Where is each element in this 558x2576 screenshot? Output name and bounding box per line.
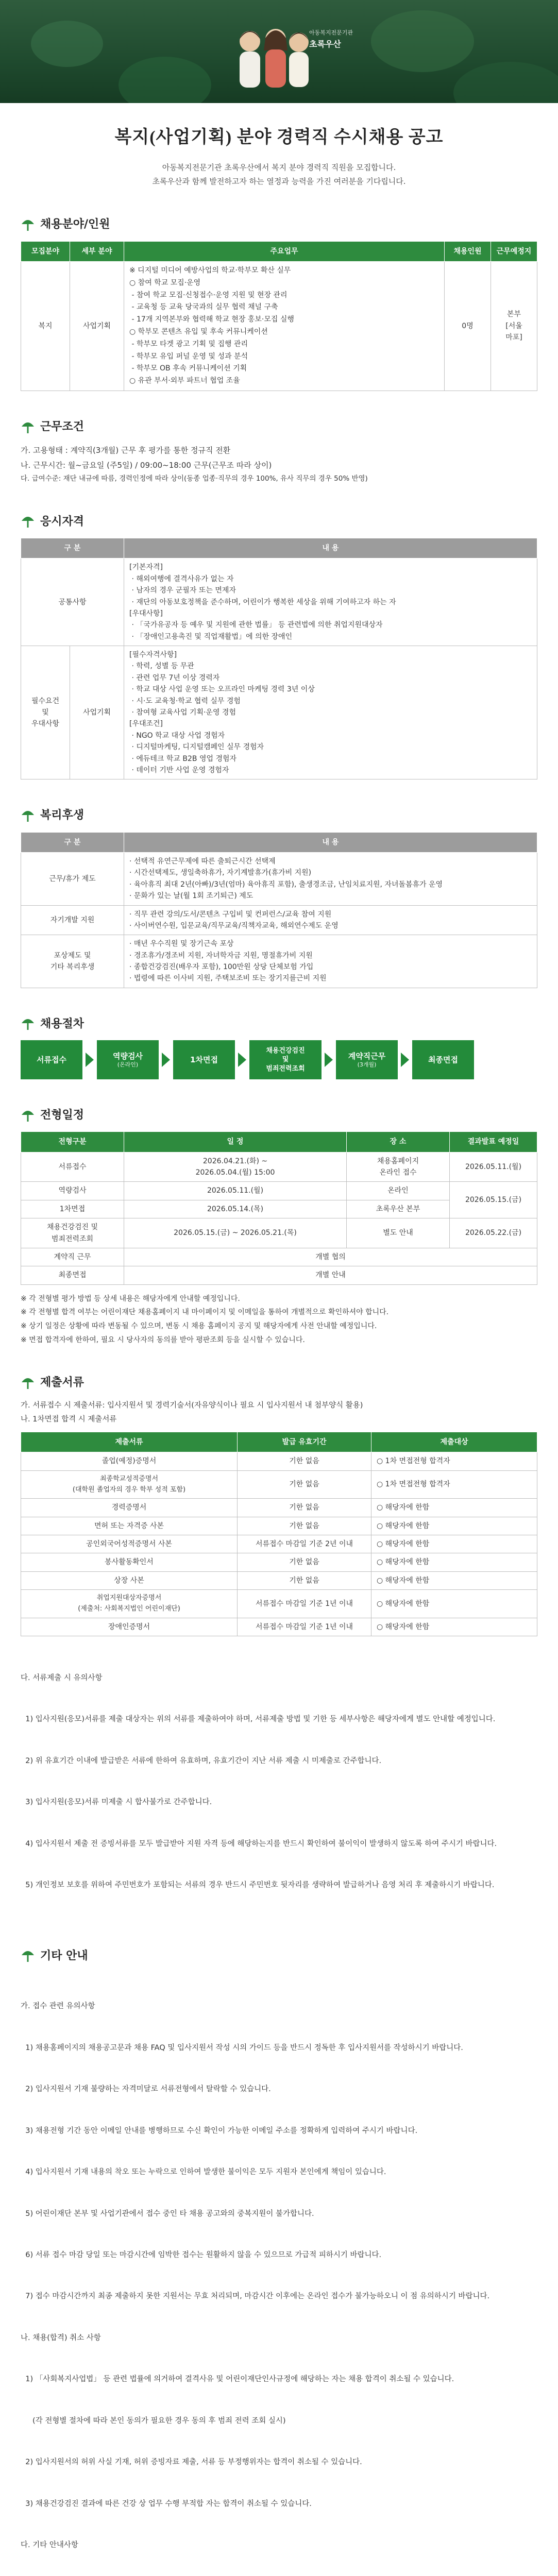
- org-logo: 아동복지전문기관 초록우산: [309, 29, 353, 49]
- table-row: 서류접수 2026.04.21.(화) ~ 2026.05.04.(월) 15:00 채용홈페이지 온라인 접수 2026.05.11.(월): [21, 1152, 537, 1182]
- sub-field-cell: 사업기획: [70, 261, 124, 391]
- table-row: 상장 사본 기한 없음 ○ 해당자에 한함: [21, 1571, 537, 1589]
- document-notes: 다. 서류제출 시 유의사항 1) 입사지원(응모)서류를 제출 대상자는 위의 서류를 제출하여야 하며, 서류제출 방법 및 기한 등 세부사항은 해당자에게 별도 안내할 예정입니다. 2) 위 유효기간 이내에 발급받은 서류에 한하여 유효하며, 유효기간이 지난 서류 제출 시 미제출로 간주합니다. 3) 입사지원(응모)서류 미제출 시 합사불가로 간주합니다. 4) 입사지원서 제출 전 증빙서류를 모두 발급받아 지원 자격 등에 해당하는지를 반드시 확인하여 불이익이 발생하지 않도록 하여 주시기 바랍니다. 5) 개인정보 보호를 위하여 주민번호가 포함되는 서류의 경우 반드시 주민번호 뒷자리를 생략하여 발급하거나 음영 처리 후 제출하시기 바랍니다.: [21, 1673, 497, 1890]
- step-1: 서류접수: [21, 1040, 82, 1079]
- step-2: 역량검사 (온라인): [97, 1040, 159, 1079]
- welfare-section: [21, 806, 537, 988]
- umbrella-tree-icon: [21, 1109, 35, 1122]
- children-photo: [227, 9, 319, 102]
- table-row: 근무/휴가 제도 · 선택적 유연근무제에 따른 출퇴근시간 선택제 · 시간선택제도, 생일축하휴가, 자기계발휴가(휴가비 지원) · 육아휴직 최대 2년(아빠)/3년(엄마) 육아휴직 포함), 출생경조금, 난임치료지원, 자녀돌봄휴가 운영 · 문화가 있는 날(월 1회 조기퇴근) 제도: [21, 852, 537, 905]
- table-row: 1차면접 2026.05.14.(목) 초록우산 본부: [21, 1200, 537, 1218]
- salary-level: 다. 급여수준: 재단 내규에 따름, 경력인정에 따라 상이(동종 업종·직무의 경우 100%, 유사 직무의 경우 50% 반영): [21, 474, 368, 483]
- section-heading: 전형일정: [40, 1109, 84, 1122]
- schedule-section: [21, 1106, 537, 1347]
- section-heading: 복리후생: [40, 809, 84, 822]
- table-row: 면허 또는 자격증 사본 기한 없음 ○ 해당자에 한함: [21, 1517, 537, 1535]
- page-title: 복지(사업기획) 분야 경력직 수시채용 공고: [114, 128, 444, 147]
- umbrella-tree-icon: [21, 420, 35, 434]
- table-row: 졸업(예정)증명서 기한 없음 ○ 1차 면접전형 합격자: [21, 1452, 537, 1470]
- table-row: 역량검사 2026.05.11.(월) 온라인 2026.05.15.(금): [21, 1182, 537, 1200]
- step-5: 계약직근무 (3개월): [336, 1040, 398, 1079]
- table-row: 취업지원대상자증명서 (제출처: 사회복지법인 어린이재단) 서류접수 마감일 기준 1년 이내 ○ 해당자에 한함: [21, 1590, 537, 1618]
- umbrella-tree-icon: [21, 1949, 35, 1962]
- qualification-table: 구 분 내 용 공통사항 [기본자격] · 해외여행에 결격사유가 없는 자 · 남자의 경우 군필자 또는 면제자 · 재단의 아동보호정책을 준수하며, 어린이가 행복한 세상을 위해 기여하고자 하는 자 [우대사항] · 「국가유공자 등 예우 및 지원에 관한 법률」 등 관련법에 의한 취업지원대상자 · 「장애인고용촉진 및 직업재활법」에 의한 장애인 필수요건 및 우대사항 사업기획 [필수자격사항] · 학력, 성별 등 무관 · 관련 업무 7년 이상 경력자 · 학교 대상 사업 운영 또는 오프라인 마케팅 경력 3년 이상 · 시·도 교육청·학교 협력 실무 경험 · 참여형 교육사업 기획·운영 경험 [우대조건] · NGO 학교 대상 사업 경험자 · 디지털마케팅, 디지털캠페인 실무 경험자 · 에듀테크 학교 B2B 영업 경험자 · 데이터 기반 사업 운영 경험자: [21, 538, 537, 779]
- arrow-right-icon: [325, 1053, 333, 1067]
- umbrella-tree-icon: [21, 515, 35, 528]
- step-6: 최종면접: [412, 1040, 474, 1079]
- table-row: 공인외국어성적증명서 사본 서류접수 마감일 기준 2년 이내 ○ 해당자에 한함: [21, 1535, 537, 1553]
- duties-cell: ※ 디지털 미디어 예방사업의 학교·학부모 확산 실무 ○ 참여 학교 모집·운영 - 참여 학교 모집·신청접수·운영 지원 및 현장 관리 - 교육청 등 교육 당국과의 실무 협력 채널 구축 - 17개 지역본부와 협력해 학교 현장 홍보·모집 실행 ○ 학부모 콘텐츠 유입 및 후속 커뮤니케이션 - 학부모 타겟 광고 기획 및 집행 관리 - 학부모 유입 퍼널 운영 및 성과 분석 - 학부모 OB 후속 커뮤니케이션 기획 ○ 유관 부서·외부 파트너 협업 조율: [124, 261, 445, 391]
- umbrella-tree-icon: [21, 218, 35, 231]
- common-requirements: [기본자격] · 해외여행에 결격사유가 없는 자 · 남자의 경우 군필자 또는 면제자 · 재단의 아동보호정책을 준수하며, 어린이가 행복한 세상을 위해 기여하고자 하는 자 [우대사항] · 「국가유공자 등 예우 및 지원에 관한 법률」 등 관련법에 의한 취업지원대상자 · 「장애인고용촉진 및 직업재활법」에 의한 장애인: [129, 563, 396, 641]
- schedule-table: 전형구분 일 정 장 소 결과발표 예정일 서류접수 2026.04.21.(화) ~ 2026.05.04.(월) 15:00 채용홈페이지 온라인 접수 2026.05.11.(월) 역량검사 2026.05.11.(월) 온라인 2026.05.15.(금) 1차면접 2026.05.14.(목) 초록우산 본부 채용건강검진 및 범죄전력조회 2026.05.15.(금) ~ 2026.05.21.(목) 별도 안내 2026.05.22.(금) 계약직 근무 개별 협의 최종면접 개별 안내: [21, 1131, 537, 1285]
- employment-type: 가. 고용형태 : 계약직(3개월) 근무 후 평가를 통한 정규직 전환: [21, 446, 231, 455]
- table-row: 봉사활동확인서 기한 없음 ○ 해당자에 한함: [21, 1553, 537, 1571]
- table-row: 자기개발 지원 · 직무 관련 강의/도서/콘텐츠 구입비 및 컨퍼런스/교육 참여 지원 · 사이버연수원, 입문교육/직무교육/직책자교육, 해외연수제도 운영: [21, 905, 537, 935]
- conditions-section: [21, 418, 537, 486]
- umbrella-tree-icon: [21, 1017, 35, 1030]
- table-row: 계약직 근무 개별 협의: [21, 1248, 537, 1266]
- table-row: 경력증명서 기한 없음 ○ 해당자에 한함: [21, 1499, 537, 1517]
- section-heading: 채용절차: [40, 1017, 84, 1030]
- umbrella-tree-icon: [21, 809, 35, 822]
- section-heading: 제출서류: [40, 1376, 84, 1389]
- section-heading: 응시자격: [40, 515, 84, 528]
- required-qualifications: [필수자격사항] · 학력, 성별 등 무관 · 관련 업무 7년 이상 경력자 · 학교 대상 사업 운영 또는 오프라인 마케팅 경력 3년 이상 · 시·도 교육청·학교 협력 실무 경험 · 참여형 교육사업 기획·운영 경험 [우대조건] · NGO 학교 대상 사업 경험자 · 디지털마케팅, 디지털캠페인 실무 경험자 · 에듀테크 학교 B2B 영업 경험자 · 데이터 기반 사업 운영 경험자: [129, 651, 315, 774]
- place-cell: 본부 [서울 마포]: [491, 261, 537, 391]
- guide-list: 가. 접수 관련 유의사항 1) 채용홈페이지의 채용공고문과 채용 FAQ 및 입사지원서 작성 시의 가이드 등을 반드시 정독한 후 입사지원서를 작성하시기 바랍니다. 2) 입사지원서 기재 불량하는 자격미달로 서류전형에서 탈락할 수 있습니다. 3) 채용전형 기간 동안 이메일 안내를 병행하므로 수신 확인이 가능한 이메일 주소를 정확하게 입력하여 주시기 바랍니다. 4) 입사지원서 기재 내용의 착오 또는 누락으로 인하여 발생한 불이익은 모두 지원자 본인에게 책임이 있습니다. 5) 어린이재단 본부 및 사업기관에서 접수 중인 타 채용 공고와의 중복지원이 불가합니다. 6) 서류 접수 마감 당일 또는 마감시간에 임박한 접수는 원활하지 않을 수 있으므로 가급적 피하시기 바랍니다. 7) 접수 마감시간까지 최종 제출하지 못한 지원서는 무효 처리되며, 마감시간 이후에는 온라인 접수가 불가능하오니 이 점 유의하시기 바랍니다. 나. 채용(합격) 취소 사항 1) 「사회복지사업법」 등 관련 법률에 의거하여 결격사유 및 어린이재단인사규정에 해당하는 자는 채용 합격이 취소될 수 있습니다. (각 전형별 절차에 따라 본인 동의가 필요한 경우 동의 후 범죄 전력 조회 실시) 2) 입사지원서의 허위 사실 기재, 허위 증빙자료 제출, 서류 등 부정행위자는 합격이 취소될 수 있습니다. 3) 채용건강검진 결과에 따른 건강 상 업무 수행 부적합 자는 합격이 취소될 수 있습니다. 다. 기타 안내사항: [21, 2002, 490, 2549]
- intro-text: 아동복지전문기관 초록우산에서 복지 분야 경력직 직원을 모집합니다. 초록우산과 함께 발전하고자 하는 열정과 능력을 가진 여러분을 기다립니다.: [152, 163, 406, 187]
- work-hours: 나. 근무시간: 월~금요일 (주5일) / 09:00~18:00 근무(근무조 따라 상이): [21, 460, 272, 470]
- table-row: 최종면접 개별 안내: [21, 1266, 537, 1284]
- process-section: [21, 1015, 537, 1079]
- section-heading: 채용분야/인원: [40, 218, 110, 231]
- welfare-table: 구 분 내 용 근무/휴가 제도 · 선택적 유연근무제에 따른 출퇴근시간 선택제 · 시간선택제도, 생일축하휴가, 자기계발휴가(휴가비 지원) · 육아휴직 최대 2년(아빠)/3년(엄마) 육아휴직 포함), 출생경조금, 난임치료지원, 자녀돌봄휴가 운영 · 문화가 있는 날(월 1회 조기퇴근) 제도 자기개발 지원 · 직무 관련 강의/도서/콘텐츠 구입비 및 컨퍼런스/교육 참여 지원 · 사이버연수원, 입문교육/직무교육/직책자교육, 해외연수제도 운영 포상제도 및 기타 복리후생 · 매년 우수직원 및 장기근속 포상 · 경조휴가/경조비 지원, 자녀학자금 지원, 명절휴가비 지원 · 종합건강검진(배우자 포함), 100만원 상당 단체보험 가입 · 법령에 따른 이사비 지원, 주택보조비 또는 장기지를근비 지원: [21, 832, 537, 988]
- process-flow: [21, 1040, 537, 1079]
- guide-section: [21, 1947, 537, 2576]
- count-cell: 0명: [445, 261, 491, 391]
- schedule-notes: ※ 각 전형별 평가 방법 등 상세 내용은 해당자에게 안내할 예정입니다. ※ 각 전형별 합격 여부는 어린이재단 채용홈페이지 내 마이페이지 및 이메일을 통하여 개별적으로 확인하셔야 합니다. ※ 상기 일정은 상황에 따라 변동될 수 있으며, 변동 시 채용 홈페이지 공지 및 해당자에게 사전 안내할 예정입니다. ※ 면접 합격자에 한하여, 필요 시 당사자의 동의를 받아 평판조회 등을 실시할 수 있습니다.: [21, 1294, 389, 1344]
- arrow-right-icon: [86, 1053, 94, 1067]
- section-heading: 근무조건: [40, 420, 84, 433]
- table-row: 포상제도 및 기타 복리후생 · 매년 우수직원 및 장기근속 포상 · 경조휴가/경조비 지원, 자녀학자금 지원, 명절휴가비 지원 · 종합건강검진(배우자 포함), 100만원 상당 단체보험 가입 · 법령에 따른 이사비 지원, 주택보조비 또는 장기지를근비 지원: [21, 935, 537, 988]
- step-4: 채용건강검진 및 범죄전력조회: [249, 1040, 322, 1079]
- hero-banner: [0, 0, 558, 103]
- arrow-right-icon: [401, 1053, 409, 1067]
- qualification-section: [21, 513, 537, 780]
- field-cell: 복지: [21, 261, 70, 391]
- arrow-right-icon: [162, 1053, 170, 1067]
- arrow-right-icon: [238, 1053, 246, 1067]
- table-row: 채용건강검진 및 범죄전력조회 2026.05.15.(금) ~ 2026.05.21.(목) 별도 안내 2026.05.22.(금): [21, 1218, 537, 1248]
- documents-table: 제출서류 발급 유효기간 제출대상 졸업(예정)증명서 기한 없음 ○ 1차 면접전형 합격자 최종학교성적증명서 (대학원 졸업자의 경우 학부 성적 포함) 기한 없음 ○ 1차 면접전형 합격자 경력증명서 기한 없음 ○ 해당자에 한함 면허 또는 자격증 사본 기한 없음 ○ 해당자에 한함 공인외국어성적증명서 사본 서류접수 마감일 기준 2년 이내 ○ 해당자에 한함 봉사활동확인서 기한 없음 ○ 해당자에 한함 상장 사본 기한 없음 ○ 해당자에 한함 취업지원대상자증명서 (제출처: 사회복지법인 어린이재단) 서류접수 마감일 기준 1년 이내 ○ 해당자에 한함 장애인증명서 서류접수 마감일 기준 1년 이내 ○ 해당자에 한함: [21, 1432, 537, 1636]
- recruit-table: 모집분야 세부 분야 주요업무 채용인원 근무예정지 복지 사업기획 ※ 디지털 미디어 예방사업의 학교·학부모 확산 실무 ○ 참여 학교 모집·운영 - 참여 학교 모집·신청접수·운영 지원 및 현장 관리 - 교육청 등 교육 당국과의 실무 협력 채널 구축 - 17개 지역본부와 협력해 학교 현장 홍보·모집 실행 ○ 학부모 콘텐츠 유입 및 후속 커뮤니케이션 - 학부모 타겟 광고 기획 및 집행 관리 - 학부모 유입 퍼널 운영 및 성과 분석 - 학부모 OB 후속 커뮤니케이션 기획 ○ 유관 부서·외부 파트너 협업 조율 0명 본부 [서울 마포]: [21, 241, 537, 391]
- section-heading: 기타 안내: [40, 1949, 88, 1962]
- umbrella-tree-icon: [21, 1376, 35, 1389]
- step-3: 1차면접: [173, 1040, 235, 1079]
- table-row: 장애인증명서 서류접수 마감일 기준 1년 이내 ○ 해당자에 한함: [21, 1618, 537, 1636]
- documents-section: 제출서류 가. 서류접수 시 제출서류: 입사지원서 및 경력기술서(자유양식이나 필요 시 입사지원서 내 첨부양식 활용) 나. 1차면접 합격 시 제출서류 제출서류 발급 유효기간 제출대상 졸업(예정)증명서 기한 없음 ○ 1차 면접전형 합격자 최종학교성적증명서 (대학원 졸업자의 경우 학부 성적 포함) 기한 없음 ○ 1차 면접전형 합격자 경력증명서 기한 없음 ○ 해당자에 한함 면허 또는 자격증 사본 기한 없음 ○ 해당자에 한함 공인외국어성적증명서 사본 서류접수 마감일 기준 2년 이내 ○ 해당자에 한함 봉사활동확인서 기한 없음 ○ 해당자에 한함 상장 사본 기한 없음 ○ 해당자에 한함 취업지원대상자증명서 (제출처: 사회복지법인 어린이재단) 서류접수 마감일 기준 1년 이내 ○ 해당자에 한함 장애인증명서 서류접수 마감일 기준 1년 이내 ○ 해당자에 한함 다. 서류제출 시 유의사항 1) 입사지원(응모)서류를 제출 대상자는 위의 서류를 제출하여야 하며, 서류제출 방법 및 기한 등 세부사항은 해당자에게 별도 안내할 예정입니다. 2) 위 유효기간 이내에 발급받은 서류에 한하여 유효하며, 유효기간이 지난 서류 제출 시 미제출로 간주합니다. 3) 입사지원(응모)서류 미제출 시 합사불가로 간주합니다. 4) 입사지원서 제출 전 증빙서류를 모두 발급받아 지원 자격 등에 해당하는지를 반드시 확인하여 불이익이 발생하지 않도록 하여 주시기 바랍니다. 5) 개인정보 보호를 위하여 주민번호가 포함되는 서류의 경우 반드시 주민번호 뒷자리를 생략하여 발급하거나 음영 처리 후 제출하시기 바랍니다.: [21, 1374, 537, 1920]
- table-row: 최종학교성적증명서 (대학원 졸업자의 경우 학부 성적 포함) 기한 없음 ○ 1차 면접전형 합격자: [21, 1470, 537, 1499]
- recruit-section: [21, 215, 537, 391]
